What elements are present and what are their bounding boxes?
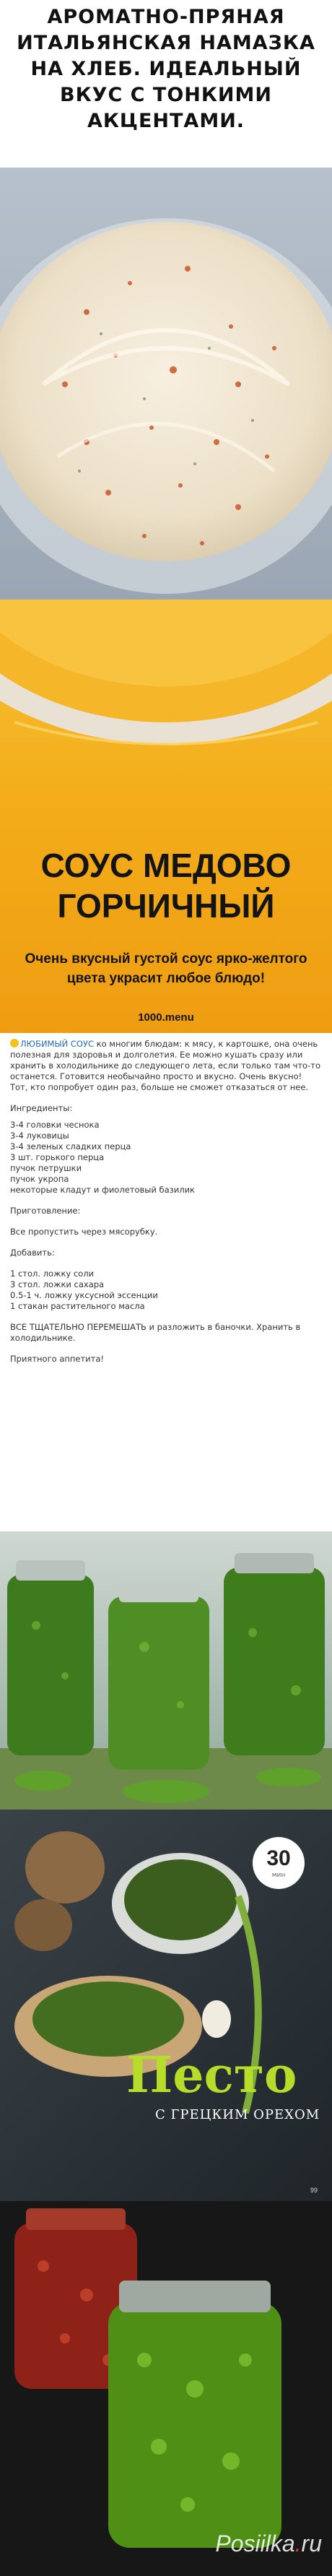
pesto-jars-photo: [0, 1531, 332, 1810]
page-number: 99: [310, 2187, 318, 2194]
watermark: [215, 2530, 322, 2557]
post-title: АРОМАТНО-ПРЯНАЯ ИТАЛЬЯНСКАЯ НАМАЗКА НА ХЛЕБ. ИДЕАЛЬНЫЙ ВКУС С ТОНКИМИ АКЦЕНТАМИ.: [17, 6, 315, 132]
watermark-name: Posiilka: [215, 2530, 295, 2556]
ingredient-item: пучок укропа: [10, 1174, 69, 1184]
add-item: 1 стакан растительного масла: [10, 1301, 145, 1311]
honey-subtitle: Очень вкусный густой соус ярко-желтого цвета украсит любое блюдо!: [25, 951, 307, 986]
add-item: 0.5-1 ч. ложку уксусной эссенции: [10, 1290, 158, 1300]
recipe-text: [0, 1033, 332, 1531]
ingredient-item: 3-4 головки чеснока: [10, 1120, 100, 1130]
ingredient-item: пучок петрушки: [10, 1163, 82, 1173]
prep-title: Приготовление:: [10, 1206, 81, 1216]
ingredients-list: [10, 1120, 322, 1196]
pesto-title: Песто: [126, 2046, 297, 2104]
time-unit: мин: [271, 1872, 286, 1879]
watermark-dot: .: [294, 2530, 302, 2556]
recipe-keyword[interactable]: ЛЮБИМЫЙ СОУС: [20, 1039, 95, 1049]
add-title: Добавить:: [10, 1248, 55, 1258]
post-header: [0, 0, 332, 168]
jars-illustration: [0, 1531, 332, 1810]
recipe-intro: [10, 1039, 322, 1093]
time-number: 30: [266, 1846, 291, 1870]
ingredient-item: 3-4 луковицы: [10, 1131, 69, 1141]
honey-mustard-card: [0, 600, 332, 1033]
time-badge: [253, 1837, 305, 1889]
ingredient-item: 3 шт. горького перца: [10, 1152, 105, 1162]
honey-site: 1000.menu: [138, 1011, 194, 1024]
add-item: 1 стол. ложку соли: [10, 1268, 95, 1279]
smile-icon: [10, 1039, 19, 1047]
add-item: 3 стол. ложки сахара: [10, 1279, 105, 1289]
jar-illustration: [0, 2201, 332, 2576]
honey-title: СОУС МЕДОВО ГОРЧИЧНЫЙ: [40, 847, 292, 925]
spread-illustration: [0, 168, 332, 600]
ingredients-title: Ингредиенты:: [10, 1103, 73, 1113]
ingredient-item: некоторые кладут и фиолетовый базилик: [10, 1185, 195, 1195]
prep-text: Все пропустить через мясорубку.: [10, 1227, 158, 1237]
finish-text: ВСЕ ТЩАТЕЛЬНО ПЕРЕМЕШАТЬ и разложить в баночки. Хранить в холодильнике.: [10, 1322, 301, 1343]
add-list: [10, 1268, 322, 1312]
recipe-body: [10, 1039, 322, 1370]
spread-photo: [0, 168, 332, 600]
pesto-subtitle: С ГРЕЦКИМ ОРЕХОМ: [155, 2107, 320, 2122]
recipe-intro-text: ко многим блюдам: к мясу, к картошке, она очень полезная для здоровья и долголетия. Ее можно кушать сразу или хранить в холодильнике до следующего лета, если только там что-то останется. Готовится необычайно просто и вкусно. Очень вкусно! Тот, кто попробует один раз, больше не сможет отказаться от нее.: [10, 1039, 320, 1092]
pesto-magazine-page: [0, 1810, 332, 2201]
watermark-tld: ru: [301, 2530, 322, 2556]
ingredient-item: 3-4 зеленых сладких перца: [10, 1141, 131, 1151]
bon-appetit: Приятного аппетита!: [10, 1354, 105, 1364]
pesto-jar-photo: [0, 2201, 332, 2576]
sauce-bowl-illustration: [0, 600, 332, 838]
